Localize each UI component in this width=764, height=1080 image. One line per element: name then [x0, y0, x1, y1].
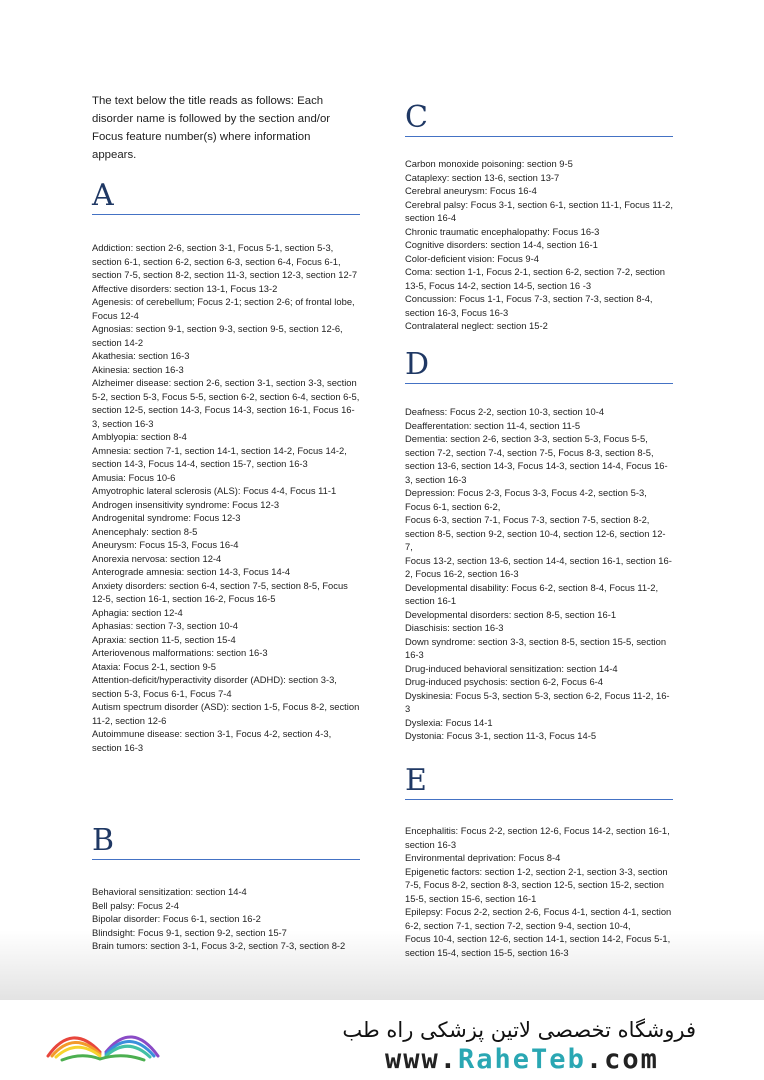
section-heading-e [405, 763, 673, 800]
index-entry: Cerebral aneurysm: Focus 16-4 [405, 185, 537, 196]
index-entry: Depression: Focus 2-3, Focus 3-3, Focus 4-2, section 5-3, Focus 6-1, section 6-2, [405, 487, 647, 512]
index-entry: Dementia: section 2-6, section 3-3, section 5-3, Focus 5-5, section 7-2, section 7-4, section 7-5, Focus 8-3, section 8-5, section 13-6, section 14-3, Focus 14-3, section 14-4, Focus 16-3, section 16-3 [405, 433, 668, 485]
index-entry: Alzheimer disease: section 2-6, section 3-1, section 3-3, section 5-2, section 5-3, Focus 5-5, section 6-2, section 6-4, section 6-5, section 12-5, section 14-3, Focus 14-3, section 16-1, Focus 16-3, section 16-3 [92, 377, 360, 429]
index-entry: Aneurysm: Focus 15-3, Focus 16-4 [92, 539, 239, 550]
index-entry: Developmental disability: Focus 6-2, section 8-4, Focus 11-2, section 16-1 [405, 581, 659, 606]
index-entry: Focus 13-2, section 13-6, section 14-4, section 16-1, section 16-2, Focus 16-2, section 16-3 [405, 554, 672, 579]
url-name: RaheTeb [458, 1044, 586, 1075]
index-entry: Cognitive disorders: section 14-4, section 16-1 [405, 239, 598, 250]
url-prefix: www. [385, 1044, 459, 1075]
url-suffix: .com [585, 1044, 659, 1075]
index-entry: Bell palsy: Focus 2-4 [92, 899, 180, 911]
index-entry: Diaschisis: section 16-3 [405, 622, 504, 633]
open-book-logo-icon [42, 1012, 164, 1064]
index-entry: Carbon monoxide poisoning: section 9-5 [405, 158, 573, 169]
index-entry: Deafferentation: section 11-4, section 11-5 [405, 419, 581, 431]
index-entry: Drug-induced behavioral sensitization: section 14-4 [405, 662, 618, 674]
index-entry: Ataxia: Focus 2-1, section 9-5 [92, 660, 217, 672]
index-entry: Dystonia: Focus 3-1, section 11-3, Focus 14-5 [405, 730, 597, 741]
shop-name: فروشگاه تخصصی لاتین پزشکی راه طب [342, 1018, 696, 1042]
index-entry: Focus 10-4, section 12-6, section 14-1, section 14-2, Focus 5-1, section 15-4, section 15-5, section 16-3 [405, 933, 671, 958]
index-entry: Contralateral neglect: section 15-2 [405, 320, 548, 331]
section-heading-c [405, 100, 673, 137]
intro-text: The text below the title reads as follows: Each disorder name is followed by the section and/or Focus feature number(s) where information appears. [92, 95, 331, 161]
index-entry: Aphasias: section 7-3, section 10-4 [92, 620, 238, 631]
section-letter-e: E [405, 763, 427, 798]
index-entry: Arteriovenous malformations: section 16-3 [92, 647, 268, 658]
section-heading-d [405, 347, 673, 384]
section-letter-c: C [405, 100, 428, 135]
section-heading-b [92, 823, 360, 860]
section-a-entries [92, 241, 360, 754]
index-entry: Amnesia: section 7-1, section 14-1, section 14-2, Focus 14-2, section 14-3, Focus 14-4, section 15-7, section 16-3 [92, 444, 347, 469]
index-entry: Amblyopia: section 8-4 [92, 431, 187, 442]
section-heading-a [92, 178, 360, 215]
index-entry: Amusia: Focus 10-6 [92, 471, 176, 483]
index-entry: Autism spectrum disorder (ASD): section 1-5, Focus 8-2, section 11-2, section 12-6 [92, 701, 360, 726]
index-entry: Anxiety disorders: section 6-4, section 7-5, section 8-5, Focus 12-5, section 16-1, section 16-2, Focus 16-5 [92, 579, 348, 604]
index-entry: Drug-induced psychosis: section 6-2, Focus 6-4 [405, 676, 604, 687]
index-entry: Anorexia nervosa: section 12-4 [92, 552, 222, 564]
index-entry: Anterograde amnesia: section 14-3, Focus 14-4 [92, 566, 291, 577]
index-entry: Akinesia: section 16-3 [92, 363, 184, 375]
watermark-footer [0, 1000, 764, 1080]
index-entry: Epilepsy: Focus 2-2, section 2-6, Focus 4-1, section 4-1, section 6-2, section 7-1, section 7-2, section 9-4, section 10-4, [405, 906, 672, 931]
site-url[interactable] [385, 1044, 705, 1075]
index-entry: Coma: section 1-1, Focus 2-1, section 6-2, section 7-2, section 13-5, Focus 14-2, section 14-5, section 16 -3 [405, 266, 666, 291]
index-entry: Cerebral palsy: Focus 3-1, section 6-1, section 11-1, Focus 11-2, section 16-4 [405, 198, 674, 223]
section-e-entries [405, 824, 673, 959]
section-d-entries [405, 405, 673, 743]
index-entry: Dyskinesia: Focus 5-3, section 5-3, section 6-2, Focus 11-2, 16-3 [405, 689, 670, 714]
index-entry: Concussion: Focus 1-1, Focus 7-3, section 7-3, section 8-4, section 16-3, Focus 16-3 [405, 293, 653, 318]
index-entry: Down syndrome: section 3-3, section 8-5, section 15-5, section 16-3 [405, 635, 667, 660]
index-entry: Aphagia: section 12-4 [92, 606, 183, 618]
index-entry: Autoimmune disease: section 3-1, Focus 4-2, section 4-3, section 16-3 [92, 728, 332, 753]
index-entry: Bipolar disorder: Focus 6-1, section 16-2 [92, 913, 261, 924]
index-entry: Cataplexy: section 13-6, section 13-7 [405, 171, 560, 183]
section-letter-d: D [405, 347, 430, 382]
index-entry: Affective disorders: section 13-1, Focus 13-2 [92, 282, 278, 294]
index-entry: Amyotrophic lateral sclerosis (ALS): Focus 4-4, Focus 11-1 [92, 485, 337, 496]
index-entry: Deafness: Focus 2-2, section 10-3, section 10-4 [405, 406, 605, 417]
index-entry: Attention-deficit/hyperactivity disorder (ADHD): section 3-3, section 5-3, Focus 6-1, Focus 7-4 [92, 674, 337, 699]
index-entry: Akathesia: section 16-3 [92, 350, 190, 361]
index-entry: Behavioral sensitization: section 14-4 [92, 886, 247, 897]
index-entry: Brain tumors: section 3-1, Focus 3-2, section 7-3, section 8-2 [92, 940, 346, 951]
index-entry: Apraxia: section 11-5, section 15-4 [92, 633, 236, 645]
section-b-entries [92, 885, 360, 953]
index-entry: Anencephaly: section 8-5 [92, 525, 198, 537]
index-entry: Blindsight: Focus 9-1, section 9-2, section 15-7 [92, 926, 287, 938]
index-entry: Androgen insensitivity syndrome: Focus 12-3 [92, 498, 280, 510]
index-entry: Color-deficient vision: Focus 9-4 [405, 252, 539, 264]
index-entry: Environmental deprivation: Focus 8-4 [405, 852, 561, 863]
index-entry: Agenesis: of cerebellum; Focus 2-1; section 2-6; of frontal lobe, Focus 12-4 [92, 296, 355, 321]
section-letter-a: A [92, 178, 114, 213]
index-entry: Dyslexia: Focus 14-1 [405, 716, 493, 728]
index-entry: Epigenetic factors: section 1-2, section 2-1, section 3-3, section 7-5, Focus 8-2, section 8-3, section 12-5, section 15-2, section 15-5, section 15-6, section 16-1 [405, 865, 668, 904]
section-c-entries [405, 157, 673, 333]
index-entry: Addiction: section 2-6, section 3-1, Focus 5-1, section 5-3, section 6-1, section 6-2, section 6-3, section 6-4, Focus 6-1, section 7-5, section 8-2, section 11-3, section 12-3, section 12-7 [92, 242, 358, 280]
index-entry: Chronic traumatic encephalopathy: Focus 16-3 [405, 225, 600, 237]
index-entry: Agnosias: section 9-1, section 9-3, section 9-5, section 12-6, section 14-2 [92, 323, 343, 348]
index-entry: Encephalitis: Focus 2-2, section 12-6, Focus 14-2, section 16-1, section 16-3 [405, 825, 670, 850]
index-entry: Focus 6-3, section 7-1, Focus 7-3, section 7-5, section 8-2, section 8-5, section 9-2, section 10-4, section 12-6, section 12-7, [405, 514, 666, 552]
index-entry: Developmental disorders: section 8-5, section 16-1 [405, 608, 617, 620]
index-entry: Androgenital syndrome: Focus 12-3 [92, 512, 241, 523]
section-letter-b: B [92, 823, 115, 858]
